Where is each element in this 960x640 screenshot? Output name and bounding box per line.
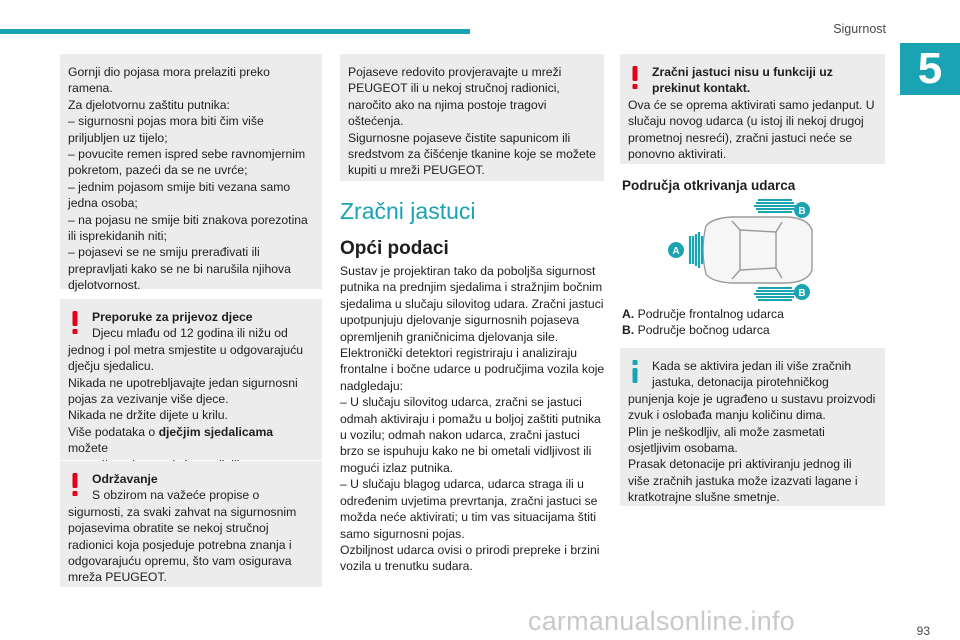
side-impact-arrows-top <box>754 200 796 212</box>
paragraph-line: pojasevima obratite se nekoj stručnoj <box>68 521 269 536</box>
paragraph-line: više zračnih jastuka može izazvati lagane i <box>628 473 858 488</box>
paragraph-line: Elektronički detektori registriraju i analiziraju <box>340 346 578 361</box>
paragraph-line: osjetljivim osobama. <box>628 441 738 456</box>
paragraph-line: Plin je neškodljiv, ali može zasmetati <box>628 424 825 439</box>
page-number: 93 <box>916 624 930 638</box>
paragraph-line: pojas za vezivanje više djece. <box>68 392 229 407</box>
maintenance-warning-box <box>60 461 322 587</box>
seatbelt-check-box <box>340 54 604 181</box>
warning-text-first-line: S obzirom na važeće propise o <box>92 488 260 503</box>
paragraph-line: putnika na prednjim sjedalima i stražnjim bočnim <box>340 280 603 295</box>
airbag-ignition-warning-box <box>620 54 885 164</box>
legend-item <box>622 306 784 322</box>
child-seat-reference: Više podataka o dječjim sjedalicama možete <box>68 424 274 456</box>
impact-zones-heading: Područja otkrivanja udarca <box>622 178 796 193</box>
info-icon <box>628 358 642 384</box>
paragraph-line: odgovarajuću opremu, što vam osigurava <box>68 554 292 569</box>
paragraph-line: Nikada ne upotrebljavajte jedan sigurnosni <box>68 375 298 390</box>
paragraph-line: upotpunjuju djelovanje sigurnosnih pojaseva <box>340 313 580 328</box>
paragraph-line: Gornji dio pojasa mora prelaziti preko <box>68 65 270 79</box>
warning-title: prekinut kontakt. <box>652 81 751 96</box>
marker-b-top <box>794 202 810 218</box>
paragraph-line: – U slučaju blagog udarca, udarca straga ili u <box>340 477 584 492</box>
paragraph-line: Ozbiljnost udarca ovisi o prirodi prepreke i brzini <box>340 542 600 557</box>
header-accent-bar <box>0 29 470 34</box>
legend-text: Područje bočnog udarca <box>637 323 770 338</box>
paragraph-line: kupiti u mreži PEUGEOT. <box>348 163 485 178</box>
paragraph-line: ili isprekidanih niti; <box>68 229 167 244</box>
marker-b-label: B <box>798 206 806 217</box>
paragraph-line: slučaju novog udarca (u istoj ili nekoj drugoj <box>628 114 864 129</box>
paragraph-line: – jednim pojasom smije biti vezana samo <box>68 179 291 194</box>
airbag-deployment-info-box <box>620 348 885 506</box>
paragraph-line: odmah aktiviraju i pomažu u boljoj zaštiti putnika <box>340 411 601 426</box>
paragraph-line: mreža PEUGEOT. <box>68 570 167 585</box>
paragraph-line: – U slučaju silovitog udarca, zračni se jastuci <box>340 395 582 410</box>
paragraph-line: – na pojasu ne smije biti znakova porezotina <box>68 212 308 227</box>
paragraph-line: Sustav je projektiran tako da poboljša sigurnost <box>340 264 596 278</box>
paragraph-line: možda neće aktivirati; u tim vas situacijama štiti <box>340 510 597 525</box>
paragraph-line: Pojaseve redovito provjeravajte u mreži <box>348 65 562 79</box>
legend-key: A. <box>622 307 635 321</box>
paragraph-line: Nikada ne držite dijete u krilu. <box>68 408 228 423</box>
paragraph-line: vozila u trenutku sudara. <box>340 559 473 574</box>
paragraph-line: radionici koja posjeduje potrebna znanja i <box>68 537 292 552</box>
child-seats-link[interactable]: dječjim sjedalicama <box>158 424 274 439</box>
info-text-line: jastuka, detonacija pirotehničkog <box>652 375 829 390</box>
marker-a-label: A <box>672 246 680 257</box>
paragraph-line: ramena. <box>68 81 113 96</box>
paragraph-line: u vozilu; odmah nakon udarca, zračni jastuci <box>340 428 580 443</box>
front-impact-arrows <box>690 232 702 268</box>
legend-item <box>622 322 784 338</box>
warning-exclamation-icon <box>68 471 82 497</box>
paragraph-line: – pojasevi se ne smiju prerađivati ili <box>68 245 260 260</box>
warning-exclamation-icon <box>628 64 642 90</box>
marker-b-label: B <box>798 288 806 299</box>
paragraph-line: sjedalima u slučaju silovitog udara. Zračni jastuci <box>340 296 604 311</box>
paragraph-line: – sigurnosni pojas mora biti čim više <box>68 114 264 129</box>
paragraph-line: samo sigurnosni pojas. <box>340 526 465 541</box>
marker-a <box>668 242 684 258</box>
paragraph-line: ponovno aktivirati. <box>628 147 727 162</box>
car-top-view <box>703 217 812 283</box>
paragraph-line: jednog i pol metra smjestite u odgovarajuću <box>68 342 304 357</box>
paragraph-line: sigurnosti, za svaki zahvat na sigurnosnim <box>68 504 297 519</box>
paragraph-line: – povucite remen ispred sebe ravnomjernim <box>68 147 306 162</box>
marker-b-bottom <box>794 284 810 300</box>
airbags-heading: Zračni jastuci <box>340 198 476 224</box>
paragraph-line: brzo se ispuhuju kako ne bi ometali vidljivost ili <box>340 444 592 459</box>
legend-text: Područje frontalnog udarca <box>637 307 784 321</box>
child-transport-warning-box <box>60 299 322 460</box>
seatbelt-usage-box <box>60 54 322 293</box>
section-title: Sigurnost <box>833 22 886 36</box>
paragraph-line: opremljenih graničnicima djelovanja sile. <box>340 329 559 344</box>
paragraph-line: zvuk i oslobađa manju količinu dima. <box>628 408 826 423</box>
airbags-description <box>340 263 608 575</box>
paragraph-line: Za djelotvornu zaštitu putnika: <box>68 97 230 112</box>
paragraph-line: Ova će se oprema aktivirati samo jedanput. U <box>628 97 875 112</box>
diagram-legend <box>622 306 784 339</box>
warning-text-first-line: Djecu mlađu od 12 godina ili nižu od <box>92 326 288 341</box>
warning-exclamation-icon <box>68 309 82 335</box>
paragraph-line: sredstvom za čišćenje tkanine koje se možete <box>348 147 596 162</box>
paragraph-line: dječju sjedalicu. <box>68 359 155 374</box>
paragraph-line: kratkotrajne slušne smetnje. <box>628 490 780 505</box>
paragraph-line: djelotvornost. <box>68 278 141 293</box>
paragraph-line: Sigurnosne pojaseve čistite sapunicom ili <box>348 130 571 145</box>
paragraph-line: punjenja koje je ugrađeno u sustavu proizvodi <box>628 391 876 406</box>
warning-title: Preporuke za prijevoz djece <box>92 310 253 324</box>
paragraph-line: mogući izlaz putnika. <box>340 460 454 475</box>
general-info-heading: Opći podaci <box>340 238 449 259</box>
watermark: carmanualsonline.info <box>528 606 795 636</box>
paragraph-line: oštećenja. <box>348 114 404 129</box>
legend-key: B. <box>622 323 635 338</box>
paragraph-line: Prasak detonacije pri aktiviranju jednog ili <box>628 457 852 472</box>
paragraph-line: nadgledaju: <box>340 378 404 393</box>
paragraph-line: jedna osoba; <box>68 196 138 211</box>
paragraph-line: naročito ako na njima postoje tragovi <box>348 97 547 112</box>
paragraph-line: pokretom, pazeći da se ne uvrće; <box>68 163 248 178</box>
paragraph-line: prepravljati kako se ne bi narušila njihova <box>68 261 291 276</box>
paragraph-line: određenim uvjetima prevrtanja, zračni jastuci se <box>340 493 598 508</box>
paragraph-line: frontalne i bočne udarce u područjima vozila koje <box>340 362 605 377</box>
chapter-number-tab[interactable]: 5 <box>900 43 960 95</box>
paragraph-line: PEUGEOT ili u nekoj stručnoj radionici, <box>348 81 560 96</box>
side-impact-arrows-bottom <box>754 288 796 300</box>
info-text-line: Kada se aktivira jedan ili više zračnih <box>652 359 852 373</box>
paragraph-line: prometnoj nesreći), zračni jastuci neće se <box>628 130 853 145</box>
warning-title: Održavanje <box>92 472 158 486</box>
impact-detection-diagram <box>662 196 822 304</box>
paragraph-line: priljubljen uz tijelo; <box>68 130 168 145</box>
warning-title: Zračni jastuci nisu u funkciji uz <box>652 65 833 79</box>
